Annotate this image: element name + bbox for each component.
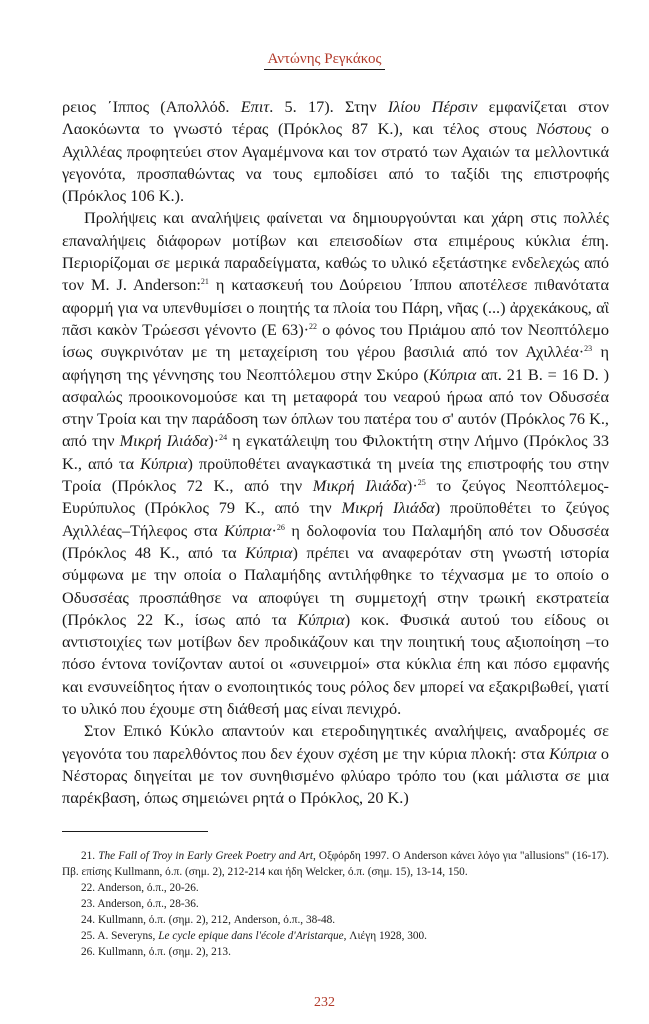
italic-text: Κύπρια bbox=[224, 520, 272, 540]
footnote bbox=[62, 912, 609, 928]
italic-text: Νόστους bbox=[536, 119, 592, 139]
text-run: Στον Επικό Κύκλο απαντούν και ετεροδιηγητικές αναλήψεις, αναδρομές σε γεγονότα του παρελθόντος που δεν έχουν σχέση με την κύρια πλοκή: στα bbox=[62, 721, 609, 763]
page-number: 232 bbox=[314, 995, 335, 1010]
text-run: απ. 21 Β. = 16 D. ) ασφαλώς προοικονομούσε και τη μεταφορά του νεαρού ήρωα από τον Οδυσσέα στην Τροία και την παράδοση των όπλων του πατέρα του σ' αυτόν (Πρόκλος 76 Κ., από την bbox=[62, 364, 609, 451]
footnotes bbox=[62, 848, 609, 960]
text-run: η εγκατάλειψη του Φιλοκτήτη στην Λήμνο (Πρόκλος 33 Κ., από τα bbox=[62, 431, 609, 473]
italic-text: Κύπρια bbox=[245, 542, 293, 562]
footnote bbox=[62, 928, 609, 944]
text-run: ) κοκ. Φυσικά αυτού του είδους οι αντιστοιχίες των μοτίβων δεν προδικάζουν και την ποιητική τους αξιοποίηση –το πόσο έντονα τονίζονταν αυτοί οι «συνειρμοί» στα κύκλια έπη και πόσο εμφανής και ενσυνείδητος ήταν ο ενοποιητικός τους ρόλος δεν μπορεί να εξακριβωθεί, γιατί το υλικό που έχουμε στη διάθεσή μας είναι πενιχρό. bbox=[62, 609, 609, 719]
footnote-ref: 24 bbox=[219, 433, 228, 443]
text-run: ο Αχιλλέας προφητεύει στον Αγαμέμνονα και τον στρατό των Αχαιών τα μελλοντικά γεγονότα, προσπαθώντας να τους εμποδίσει από το ταξίδι της επιστροφής (Πρόκλος 106 Κ.). bbox=[62, 119, 610, 206]
main-text bbox=[62, 96, 609, 810]
text-run: η δολοφονία του Παλαμήδη από τον Οδυσσέα (Πρόκλος 48 Κ., από τα bbox=[62, 520, 609, 562]
italic-text: The Fall of Troy in Early Greek Poetry and Art bbox=[98, 850, 314, 862]
text-run: 26. Kullmann, ό.π. (σημ. 2), 213. bbox=[81, 946, 231, 958]
text-run: , Οξφόρδη 1997. Ο Anderson κάνει λόγο για "allusions" (16-17). Πβ. επίσης Kullmann, ό.π. (σημ. 2), 212-214 και ήδη Welcker, ό.π. (σημ. 15), 13-14, 150. bbox=[62, 850, 609, 878]
paragraph bbox=[62, 720, 609, 809]
text-run: , Λιέγη 1928, 300. bbox=[343, 930, 427, 942]
footnote-ref: 25 bbox=[417, 478, 426, 488]
footnote-ref: 26 bbox=[276, 522, 285, 532]
italic-text: Μικρή Ιλιάδα bbox=[341, 498, 435, 518]
footnote-ref: 23 bbox=[584, 344, 593, 354]
footnote-ref: 21 bbox=[200, 277, 209, 287]
italic-text: Ιλίου Πέρσιν bbox=[387, 97, 478, 116]
text-run: ) πρέπει να αναφερόταν στη γνωστή ιστορία σύμφωνα με την οποία ο Παλαμήδης αντιλήφθηκε το τέχνασμα με το οποίο ο Οδυσσέας προσπάθησε να αποφύγει τη συμμετοχή στην τρωική εκστρατεία (Πρόκλος 22 Κ., ίσως από τα bbox=[62, 542, 609, 629]
text-run: · bbox=[271, 520, 277, 540]
paragraph bbox=[62, 96, 609, 207]
text-run: Προλήψεις και αναλήψεις φαίνεται να δημιουργούνται και χάρη στις πολλές επαναλήψεις διάφορων μοτίβων και επεισοδίων στα επιμέρους κύκλια έπη. Περιορίζομαι σε μερικά παραδείγματα, καθώς το υλικό εξετάστηκε ενδελεχώς από τον M. J. Anderson: bbox=[62, 208, 609, 295]
text-run: η κατασκευή του Δούρειου ΄Ιππου αποτέλεσε πιθανότατα αφορμή για να υπενθυμίσει ο ποιητής τα πλοία του Πάρη, νῆας (...) ἀρχεκάκους, αἳ πᾶσι κακὸν Τρώεσσι γένοντο (Ε 63)· bbox=[62, 275, 609, 339]
footnote bbox=[62, 880, 609, 896]
paragraph bbox=[62, 207, 609, 720]
text-run: 22. Anderson, ό.π., 20-26. bbox=[81, 882, 199, 894]
italic-text: Μικρή Ιλιάδα bbox=[312, 476, 407, 496]
text-run: . 5. 17). Στην bbox=[269, 97, 388, 116]
text-run: ο φόνος του Πριάμου από τον Νεοπτόλεμο ίσως συγκρινόταν με τη μεταχείριση του γέρου βασιλιά από τον Αχιλλέα· bbox=[62, 319, 610, 362]
text-run: ο Νέστορας διηγείται με τον συνηθισμένο φλύαρο τρόπο του (και μάλιστα σε μια παρέκβαση, όπως σημειώνει ρητά ο Πρόκλος, 20 Κ.) bbox=[62, 743, 609, 808]
text-run: ) προϋποθέτει αναγκαστικά τη μνεία της επιστροφής του στην Τροία (Πρόκλος 72 Κ., από την bbox=[62, 453, 609, 496]
footnote-ref: 22 bbox=[309, 321, 318, 331]
text-run: το ζεύγος Νεοπτόλεμος-Ευρύπυλος (Πρόκλος 79 Κ., από την bbox=[62, 476, 609, 518]
text-run: 23. Anderson, ό.π., 28-36. bbox=[81, 898, 199, 910]
text-run: )· bbox=[208, 431, 220, 451]
italic-text: Κύπρια bbox=[297, 609, 345, 629]
footnote-divider bbox=[62, 831, 208, 832]
text-run: 21. bbox=[81, 850, 99, 862]
italic-text: Μικρή Ιλιάδα bbox=[119, 431, 209, 451]
italic-text: Κύπρια bbox=[428, 364, 477, 384]
text-run: 24. Kullmann, ό.π. (σημ. 2), 212, Anderson, ό.π., 38-48. bbox=[81, 914, 336, 926]
italic-text: Le cycle epique dans l'école d'Aristarque bbox=[158, 930, 344, 942]
text-run: εμφανίζεται στον Λαοκόωντα το γνωστό τέρας (Πρόκλος 87 Κ.), και τέλος στους bbox=[62, 97, 610, 139]
footnote bbox=[62, 848, 609, 880]
italic-text: Επιτ bbox=[240, 97, 270, 116]
text-run: ) προϋποθέτει το ζεύγος Αχιλλέας–Τήλεφος στα bbox=[62, 498, 609, 540]
text-run: η αφήγηση της γέννησης του Νεοπτόλεμου στην Σκύρο ( bbox=[62, 342, 609, 384]
text-run: 25. A. Severyns, bbox=[81, 930, 159, 942]
running-header-title: Αντώνης Ρεγκάκος bbox=[264, 51, 386, 70]
footnote bbox=[62, 896, 609, 912]
footnote bbox=[62, 944, 609, 960]
text-run: )· bbox=[406, 476, 418, 496]
italic-text: Κύπρια bbox=[140, 453, 188, 473]
text-run: ρειος ΄Ιππος (Απολλόδ. bbox=[62, 97, 241, 116]
italic-text: Κύπρια bbox=[549, 743, 597, 763]
running-header bbox=[0, 50, 649, 68]
